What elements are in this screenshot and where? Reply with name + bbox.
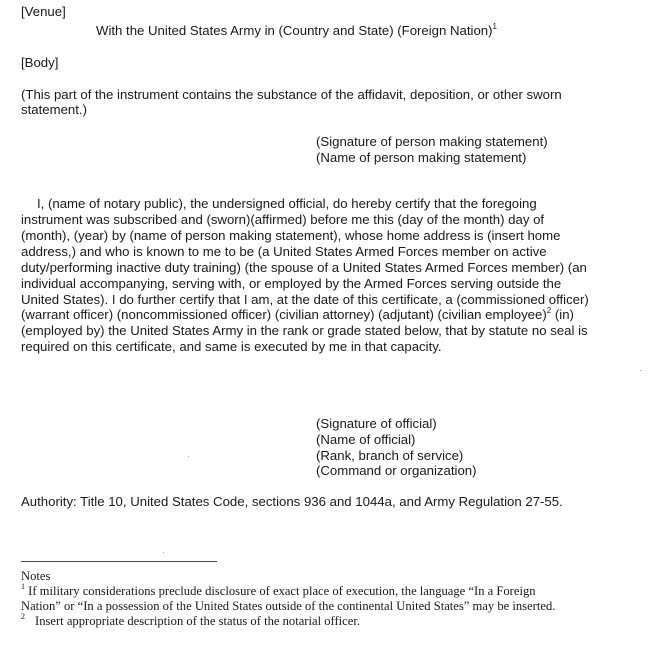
official-command: (Command or organization) [316,463,477,478]
body-label: [Body] [21,55,59,70]
certificate-line: individual accompanying, serving with, or employed by the Armed Forces serving outside the [21,276,562,291]
official-name: (Name of official) [316,432,416,447]
certificate-line: United States). I do further certify that I am, at the date of this certificate, a (commissioned officer) [21,292,589,307]
substance-line-2: statement.) [21,102,87,117]
footnote-1-mark: 1 [21,581,25,591]
footnote-2-mark: 2 [21,611,25,621]
scan-speck [640,370,641,371]
certificate-line: instrument was subscribed and (sworn)(affirmed) before me this (day of the month) day of [21,212,545,227]
notes-heading: Notes [21,569,51,583]
scan-speck [163,552,164,553]
authority-line: Authority: Title 10, United States Code, sections 936 and 1044a, and Army Regulation 27-55. [21,494,563,509]
army-venue-text: With the United States Army in (Country and State) (Foreign Nation) [96,23,493,38]
statement-signature: (Signature of person making statement) [316,134,548,149]
official-signature: (Signature of official) [316,416,437,431]
footnote-1-line-2: Nation” or “In a possession of the United States outside of the continental United States” may be inserted. [21,599,556,613]
statement-name: (Name of person making statement) [316,150,527,165]
footnote-2-text: Insert appropriate description of the status of the notarial officer. [35,614,360,628]
certificate-line-8-tail: (in) [551,307,574,322]
footnote-1-line-1 [21,581,536,599]
certificate-line: (month), (year) by (name of person making statement), whose home address is (insert home [21,228,561,243]
certificate-line: duty/performing inactive duty training) (the spouse of a United States Armed Forces member) (an [21,260,587,275]
scan-speck [188,456,189,457]
certificate-line: address,) and who is known to me to be (a United States Armed Forces member on active [21,244,547,259]
footnote-ref-1: 1 [492,21,497,31]
footnote-1-text: If military considerations preclude disclosure of exact place of execution, the language “In a Foreign [25,584,536,598]
footnote-separator [21,561,217,562]
official-rank: (Rank, branch of service) [316,448,464,463]
certificate-line: (employed by) the United States Army in the rank or grade stated below, that by statute no seal is [21,323,588,338]
certificate-line: required on this certificate, and same is executed by me in that capacity. [21,339,442,354]
certificate-line-8-text: (warrant officer) (noncommissioned officer) (civilian attorney) (adjutant) (civilian employee) [21,307,547,322]
venue-label: [Venue] [21,4,66,19]
substance-line-1: (This part of the instrument contains the substance of the affidavit, deposition, or other sworn [21,87,562,102]
certificate-line: I, (name of notary public), the undersigned official, do hereby certify that the foregoing [37,196,537,211]
footnote-ref-2: 2 [546,305,552,315]
certificate-line [21,307,574,323]
army-venue-line [96,23,497,39]
footnote-2 [21,611,360,629]
